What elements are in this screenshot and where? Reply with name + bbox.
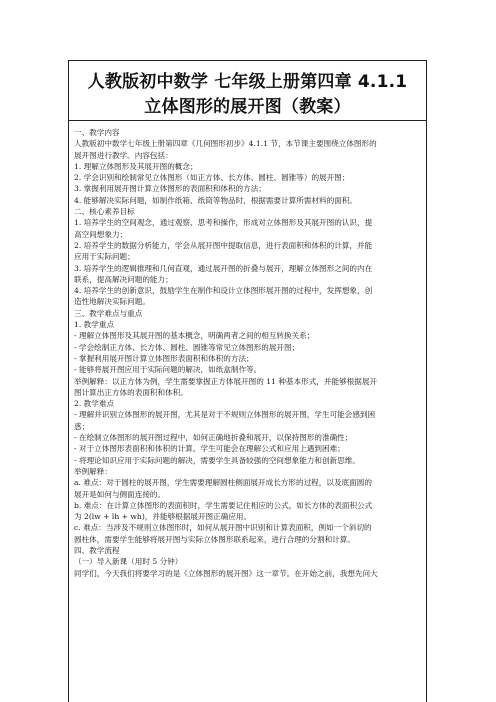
content-line: 展开图进行教学。内容包括：: [74, 150, 173, 160]
content-line: 2. 教学难点: [74, 399, 115, 409]
content-line: - 能够将展开图应用于实际问题的解决，如纸盒制作等。: [74, 365, 262, 375]
content-line: 人教版初中数学七年级上册第四章《几何图形初步》4.1.1 节，本节课主要围绕立体图形的: [74, 139, 377, 149]
content-line: 同学们，今天我们将要学习的是《立体图形的展开图》这一章节。在开始之前，我想先问大: [74, 568, 378, 578]
content-line: 1. 培养学生的空间观念，通过观察、思考和操作，形成对立体图形及其展开图的认识，提: [74, 218, 373, 228]
title-cell: [69, 61, 426, 121]
content-line: 展开是如何与侧面连接的。: [74, 489, 166, 499]
content-line: - 掌握利用展开图计算立体图形表面积和体积的方法；: [74, 353, 254, 363]
content-line: 圆柱体，需要学生能够将展开图与实际立体图形联系起来，进行合理的分割和计算。: [74, 534, 355, 544]
content-line: 高空间想象力；: [74, 229, 128, 239]
content-line: 2. 学会识别和绘制常见立体图形（如正方体、长方体、圆柱、圆锥等）的展开图；: [74, 173, 350, 183]
content-line: 一、教学内容: [74, 128, 120, 137]
content-line: 1. 理解立体图形及其展开图的概念；: [74, 161, 198, 171]
content-line: - 理解立体图形及其展开图的基本概念，明确两者之间的相互转换关系；: [74, 331, 315, 341]
content-line: - 理解并识别立体图形的展开图，尤其是对于不规则立体图形的展开图，学生可能会感到困: [74, 410, 376, 420]
content-line: （一）导入新课（用时 5 分钟）: [74, 557, 183, 567]
document-title-line-1: 人教版初中数学 七年级上册第四章 4.1.1: [87, 72, 408, 92]
content-line: 二、核心素养目标: [74, 207, 135, 217]
content-line: 四、教学流程: [74, 545, 120, 555]
content-line: 图计算出正方体的表面积和体积。: [74, 387, 188, 397]
content-line: 3. 培养学生的逻辑推理和几何直观，通过展开图的折叠与展开，理解立体图形之间的内在: [74, 263, 373, 273]
content-line: - 学会绘制正方体、长方体、圆柱、圆锥等常见立体图形的展开图；: [74, 342, 300, 352]
lesson-content: [74, 127, 422, 579]
content-line: 惑；: [74, 421, 90, 431]
content-line: 应用于实际问题；: [74, 252, 135, 262]
content-line: 4. 培养学生的创新意识，鼓励学生在制作和设计立体图形展开图的过程中，发挥想象，创: [74, 286, 373, 296]
content-line: 3. 掌握利用展开图计算立体图形的表面积和体积的方法；: [74, 184, 266, 194]
content-line: - 对于立体图形表面积和体积的计算，学生可能会在理解公式和应用上遇到困难；: [74, 444, 345, 454]
content-line: 举例解释：以正方体为例，学生需要掌握正方体展开图的 11 种基本形式，并能够根据展开: [74, 376, 378, 386]
content-line: 4. 能够解决实际问题，如制作纸箱、纸筒等物品时，根据需要计算所需材料的面积。: [74, 195, 358, 205]
content-line: - 将理论知识应用于实际问题的解决，需要学生具备较强的空间想象能力和创新思维。: [74, 455, 360, 465]
content-line: 2. 培养学生的数据分析能力，学会从展开图中提取信息，进行表面积和体积的计算，并能: [74, 240, 373, 250]
content-line: b. 难点：在计算立体图形的表面积时，学生需要记住相应的公式，如长方体的表面积公式: [74, 500, 373, 510]
content-line: - 在绘制立体图形的展开图过程中，如何正确地折叠和展开，以保持图形的准确性；: [74, 433, 353, 443]
content-line: 联系，提高解决问题的能力；: [74, 274, 173, 284]
content-line: c. 难点：当涉及不规则立体图形时，如何从展开图中识别和计算表面积，例如一个斜切的: [74, 523, 372, 533]
content-line: 造性地解决实际问题。: [74, 297, 150, 307]
content-line: 为 2(lw + lh + wh)，并能够根据展开图正确应用。: [74, 512, 252, 522]
content-line: a. 难点：对于圆柱的展开图，学生需要理解圆柱侧面展开成长方形的过程，以及底面圆的: [74, 478, 372, 488]
document-title-line-2: 立体图形的展开图（教案）: [144, 97, 351, 117]
content-line: 三、教学难点与重点: [74, 308, 143, 318]
lesson-plan-table: [68, 60, 427, 702]
content-line: 举例解释：: [74, 466, 112, 476]
content-line: 1. 教学重点: [74, 320, 115, 330]
